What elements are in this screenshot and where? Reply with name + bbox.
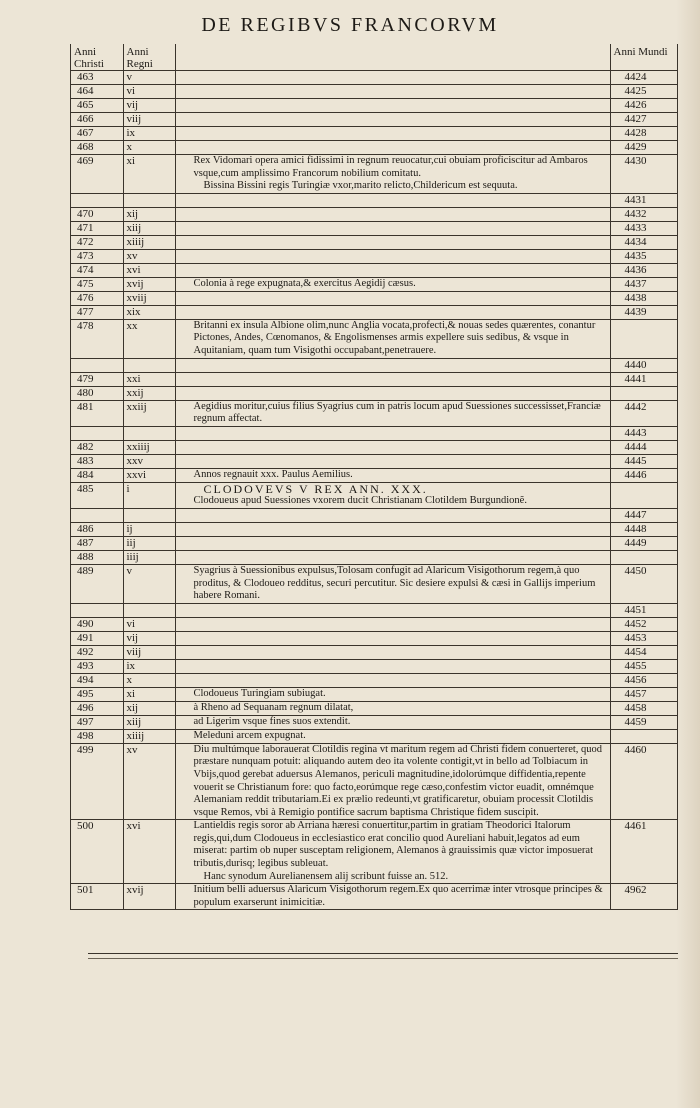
event-text-cell [175,291,610,305]
anno-mundi-cell [610,386,677,400]
table-row [71,85,677,99]
table-row [71,687,677,701]
anno-mundi-cell: 4428 [610,127,677,141]
table-row [71,113,677,127]
anno-regni-cell: iij [123,536,175,550]
anno-mundi-cell: 4454 [610,645,677,659]
table-body [71,71,677,910]
anno-regni-cell: xviij [123,291,175,305]
event-text-cell [175,221,610,235]
anno-christi-cell: 492 [71,645,123,659]
anno-mundi-cell: 4433 [610,221,677,235]
event-text-cell [175,617,610,631]
anno-mundi-cell: 4429 [610,141,677,155]
event-text-cell [175,884,610,910]
table-row [71,71,677,85]
event-text: Diu multúmque laborauerat Clotildis regina vt maritum regem ad Christi fidem conuerteret, quod præstare nunquam potuit: aliquando autem deo ita volente contigit,vt in bello ad Tolbiacum in Vbijs,quod gerebat aduersus Alemanos, periculi magnitudine,idolorúmque diffidentia,repente vouerit se Christianum fore: quo facto,eorúmque rege cæso,confestim victor euadit, omnémque Alemaniam reddit tributariam.Ei ex prælio redeunti,vt gratificaretur, obuiam processit Clotildis vsque Remos, vbi à Remigio pontifice sacrum baptisma Christique fidem suscipit. [193,743,603,818]
event-text-cell [175,468,610,482]
anno-regni-cell: vij [123,631,175,645]
empty-cell [71,193,123,207]
header-anni-christi: Anni Christi [71,44,123,71]
anno-mundi-cell [610,729,677,743]
table-row [71,454,677,468]
event-text-cell [175,372,610,386]
anno-mundi-cell: 4442 [610,400,677,426]
event-text-cell [175,235,610,249]
table-row [71,372,677,386]
anno-mundi-cell: 4441 [610,372,677,386]
table-row [71,536,677,550]
anno-mundi-cell: 4453 [610,631,677,645]
empty-cell [123,358,175,372]
empty-cell [71,426,123,440]
table-row [71,235,677,249]
empty-cell [123,508,175,522]
anno-mundi-cell: 4451 [610,603,677,617]
event-text-cell [175,141,610,155]
event-text-cell [175,207,610,221]
anno-regni-cell: xiiij [123,235,175,249]
event-text-cell [175,820,610,884]
event-text-cell [175,743,610,820]
table-row [71,743,677,820]
event-text: à Rheno ad Sequanam regnum dilatat, [193,701,354,713]
event-text-cell [175,71,610,85]
event-text-cell [175,249,610,263]
event-text: Colonia à rege expugnata,& exercitus Aegidij cæsus. [193,277,416,289]
anno-regni-cell: i [123,482,175,508]
table-row-continuation [71,603,677,617]
anno-mundi-cell: 4430 [610,155,677,194]
anno-christi-cell: 493 [71,659,123,673]
empty-cell [175,193,610,207]
table-row [71,884,677,910]
event-text-secondary: Bissina Bissini regis Turingiæ vxor,marito relicto,Childericum est sequuta. [203,180,518,192]
table-row [71,305,677,319]
footer-rule-secondary [88,958,678,959]
anno-mundi-cell: 4448 [610,522,677,536]
event-text-cell [175,659,610,673]
table-row [71,645,677,659]
anno-mundi-cell: 4439 [610,305,677,319]
event-text: Britanni ex insula Albione olim,nunc Anglia vocata,profecti,& nouas sedes quærentes, conantur Pictones, Andes, Cœnomanos, & Engolismenses armis expellere suis sedibus, & vsque in Aquitaniam, quam tum Visigothi occupabant,penetrauere. [193,319,596,356]
anno-christi-cell: 485 [71,482,123,508]
event-text-cell [175,400,610,426]
empty-cell [71,508,123,522]
anno-mundi-cell: 4446 [610,468,677,482]
event-text-cell [175,99,610,113]
page-title: DE REGIBVS FRANCORVM [201,14,499,36]
table-row [71,207,677,221]
event-text-cell [175,729,610,743]
anno-mundi-cell: 4447 [610,508,677,522]
table-row [71,729,677,743]
anno-mundi-cell: 4445 [610,454,677,468]
anno-mundi-cell [610,482,677,508]
anno-christi-cell: 482 [71,440,123,454]
anno-christi-cell: 494 [71,673,123,687]
anno-regni-cell: viij [123,645,175,659]
king-heading: CLODOVEVS V REX ANN. XXX. [203,482,428,496]
anno-regni-cell: xij [123,207,175,221]
anno-regni-cell: xvij [123,884,175,910]
event-text: Clodoueus apud Suessiones vxorem ducit Christianam Clotildem Burgundionẽ. [193,495,527,507]
chronology-table-wrap [70,44,677,910]
table-row [71,617,677,631]
anno-christi-cell: 500 [71,820,123,884]
anno-mundi-cell: 4434 [610,235,677,249]
anno-regni-cell: vi [123,617,175,631]
anno-regni-cell: ij [123,522,175,536]
anno-christi-cell: 472 [71,235,123,249]
anno-christi-cell: 480 [71,386,123,400]
event-text-cell [175,673,610,687]
anno-mundi-cell: 4452 [610,617,677,631]
anno-christi-cell: 497 [71,715,123,729]
footer-rule [88,953,678,954]
anno-mundi-cell: 4444 [610,440,677,454]
empty-cell [71,603,123,617]
anno-christi-cell: 490 [71,617,123,631]
table-row [71,127,677,141]
anno-regni-cell: vi [123,85,175,99]
anno-christi-cell: 476 [71,291,123,305]
event-text: Rex Vidomari opera amici fidissimi in regnum reuocatur,cui obuiam proficiscitur ad Ambaros vsque,cum amplissimo Francorum nobilium comitatu. [193,155,588,179]
anno-christi-cell: 486 [71,522,123,536]
event-text-cell [175,701,610,715]
anno-christi-cell: 487 [71,536,123,550]
anno-christi-cell: 483 [71,454,123,468]
anno-regni-cell: v [123,564,175,603]
header-text [175,44,610,71]
anno-regni-cell: xxi [123,372,175,386]
table-row [71,522,677,536]
anno-mundi-cell: 4962 [610,884,677,910]
anno-regni-cell: x [123,141,175,155]
anno-christi-cell: 488 [71,550,123,564]
header-anni-regni: Anni Regni [123,44,175,71]
page-edge [676,0,700,1108]
anno-christi-cell: 484 [71,468,123,482]
anno-mundi-cell: 4459 [610,715,677,729]
table-row [71,468,677,482]
table-row [71,701,677,715]
anno-christi-cell: 471 [71,221,123,235]
event-text-cell [175,440,610,454]
event-text-cell [175,564,610,603]
anno-regni-cell: xix [123,305,175,319]
event-text-cell [175,631,610,645]
event-text: Clodoueus Turingiam subiugat. [193,687,326,699]
event-text-cell [175,319,610,358]
anno-regni-cell: vij [123,99,175,113]
anno-mundi-cell: 4436 [610,263,677,277]
anno-christi-cell: 475 [71,277,123,291]
anno-regni-cell: viij [123,113,175,127]
anno-christi-cell: 464 [71,85,123,99]
anno-regni-cell: xxiiij [123,440,175,454]
table-row [71,291,677,305]
event-text: Lantieldis regis soror ab Arriana hæresi conuertitur,partim in gratiam Theodorici Italorum regis,qui,dum Clodoueus in ecclesiastico erat concilio quod Aureliani habuit,legatos ad eum miserat: partim ob nuper susceptam religionem, Alemanos à grauissimis quæ victor imposuerat tributis,durisq; legibus subleuat. [193,820,594,870]
anno-mundi-cell: 4458 [610,701,677,715]
anno-regni-cell: xv [123,249,175,263]
table-row [71,221,677,235]
anno-christi-cell: 468 [71,141,123,155]
anno-mundi-cell: 4425 [610,85,677,99]
anno-christi-cell: 498 [71,729,123,743]
anno-mundi-cell: 4431 [610,193,677,207]
anno-christi-cell: 501 [71,884,123,910]
table-row [71,386,677,400]
empty-cell [175,508,610,522]
anno-regni-cell: xxiij [123,400,175,426]
event-text-cell [175,305,610,319]
anno-christi-cell: 466 [71,113,123,127]
anno-mundi-cell: 4456 [610,673,677,687]
anno-christi-cell: 467 [71,127,123,141]
anno-christi-cell: 478 [71,319,123,358]
event-text-cell [175,550,610,564]
anno-christi-cell: 477 [71,305,123,319]
event-text-cell [175,715,610,729]
anno-christi-cell: 470 [71,207,123,221]
anno-christi-cell: 479 [71,372,123,386]
event-text-cell [175,386,610,400]
anno-mundi-cell: 4426 [610,99,677,113]
table-row [71,319,677,358]
anno-mundi-cell: 4457 [610,687,677,701]
table-row-continuation [71,426,677,440]
event-text: Aegidius moritur,cuius filius Syagrius cum in patris locum apud Suessiones successisset,Franciæ regnum affectat. [193,400,601,425]
anno-christi-cell: 463 [71,71,123,85]
table-row [71,820,677,884]
anno-regni-cell: ix [123,659,175,673]
anno-mundi-cell: 4437 [610,277,677,291]
anno-mundi-cell: 4440 [610,358,677,372]
anno-regni-cell: xij [123,701,175,715]
anno-regni-cell: iiij [123,550,175,564]
table-row [71,400,677,426]
anno-mundi-cell: 4438 [610,291,677,305]
event-text: ad Ligerim vsque fines suos extendit. [193,715,351,727]
anno-christi-cell: 499 [71,743,123,820]
anno-mundi-cell: 4455 [610,659,677,673]
anno-regni-cell: xiiij [123,729,175,743]
anno-regni-cell: xvi [123,820,175,884]
anno-mundi-cell: 4460 [610,743,677,820]
table-row-continuation [71,193,677,207]
empty-cell [175,603,610,617]
anno-regni-cell: xv [123,743,175,820]
anno-regni-cell: xxvi [123,468,175,482]
table-row [71,564,677,603]
header-row [71,44,677,71]
anno-christi-cell: 474 [71,263,123,277]
anno-mundi-cell: 4432 [610,207,677,221]
anno-regni-cell: xxij [123,386,175,400]
anno-christi-cell: 491 [71,631,123,645]
event-text-cell [175,113,610,127]
event-text-cell [175,454,610,468]
anno-regni-cell: xvi [123,263,175,277]
anno-mundi-cell: 4461 [610,820,677,884]
event-text-cell [175,522,610,536]
anno-regni-cell: xxv [123,454,175,468]
event-text: Syagrius à Suessionibus expulsus,Tolosam confugit ad Alaricum Visigothorum regem,à quo proditus, & Clodoueo redditus, securi percutitur. Sic desiere expulsi & cæsi in Gallijs imperium habere Romani. [193,564,596,602]
table-row [71,550,677,564]
table-row [71,263,677,277]
event-text-cell [175,155,610,194]
anno-regni-cell: xi [123,155,175,194]
event-text: Annos regnauit xxx. Paulus Aemilius. [193,468,353,480]
anno-mundi-cell: 4424 [610,71,677,85]
anno-mundi-cell: 4435 [610,249,677,263]
table-row [71,141,677,155]
anno-mundi-cell: 4449 [610,536,677,550]
anno-regni-cell: xiij [123,221,175,235]
empty-cell [123,426,175,440]
table-row [71,277,677,291]
anno-christi-cell: 489 [71,564,123,603]
table-row [71,482,677,508]
anno-regni-cell: x [123,673,175,687]
anno-regni-cell: xvij [123,277,175,291]
event-text-cell [175,263,610,277]
table-row-continuation [71,358,677,372]
anno-mundi-cell: 4427 [610,113,677,127]
anno-christi-cell: 465 [71,99,123,113]
empty-cell [175,426,610,440]
event-text-cell [175,277,610,291]
anno-regni-cell: v [123,71,175,85]
event-text-cell [175,687,610,701]
table-row [71,440,677,454]
anno-mundi-cell: 4450 [610,564,677,603]
anno-regni-cell: xiij [123,715,175,729]
event-text-cell [175,645,610,659]
event-text-cell [175,127,610,141]
anno-christi-cell: 473 [71,249,123,263]
table-row [71,99,677,113]
event-text-cell [175,85,610,99]
table-row-continuation [71,508,677,522]
table-row [71,155,677,194]
chronology-table [71,44,678,910]
anno-christi-cell: 496 [71,701,123,715]
anno-christi-cell: 469 [71,155,123,194]
empty-cell [175,358,610,372]
anno-christi-cell: 495 [71,687,123,701]
table-row [71,673,677,687]
anno-regni-cell: xx [123,319,175,358]
event-text: Initium belli aduersus Alaricum Visigothorum regem.Ex quo acerrimæ inter vtrosque principes & populum exarserunt inimicitiæ. [193,884,603,908]
anno-regni-cell: ix [123,127,175,141]
table-row [71,659,677,673]
anno-christi-cell: 481 [71,400,123,426]
event-text-cell [175,536,610,550]
event-text-secondary: Hanc synodum Aurelianensem alij scribunt fuisse an. 512. [203,870,449,882]
header-anni-mundi: Anni Mundi [610,44,677,71]
event-text-cell [175,482,610,508]
event-text: Meleduni arcem expugnat. [193,729,306,741]
empty-cell [123,603,175,617]
empty-cell [123,193,175,207]
table-row [71,249,677,263]
anno-mundi-cell [610,550,677,564]
table-row [71,715,677,729]
anno-regni-cell: xi [123,687,175,701]
anno-mundi-cell [610,319,677,358]
table-row [71,631,677,645]
empty-cell [71,358,123,372]
anno-mundi-cell: 4443 [610,426,677,440]
